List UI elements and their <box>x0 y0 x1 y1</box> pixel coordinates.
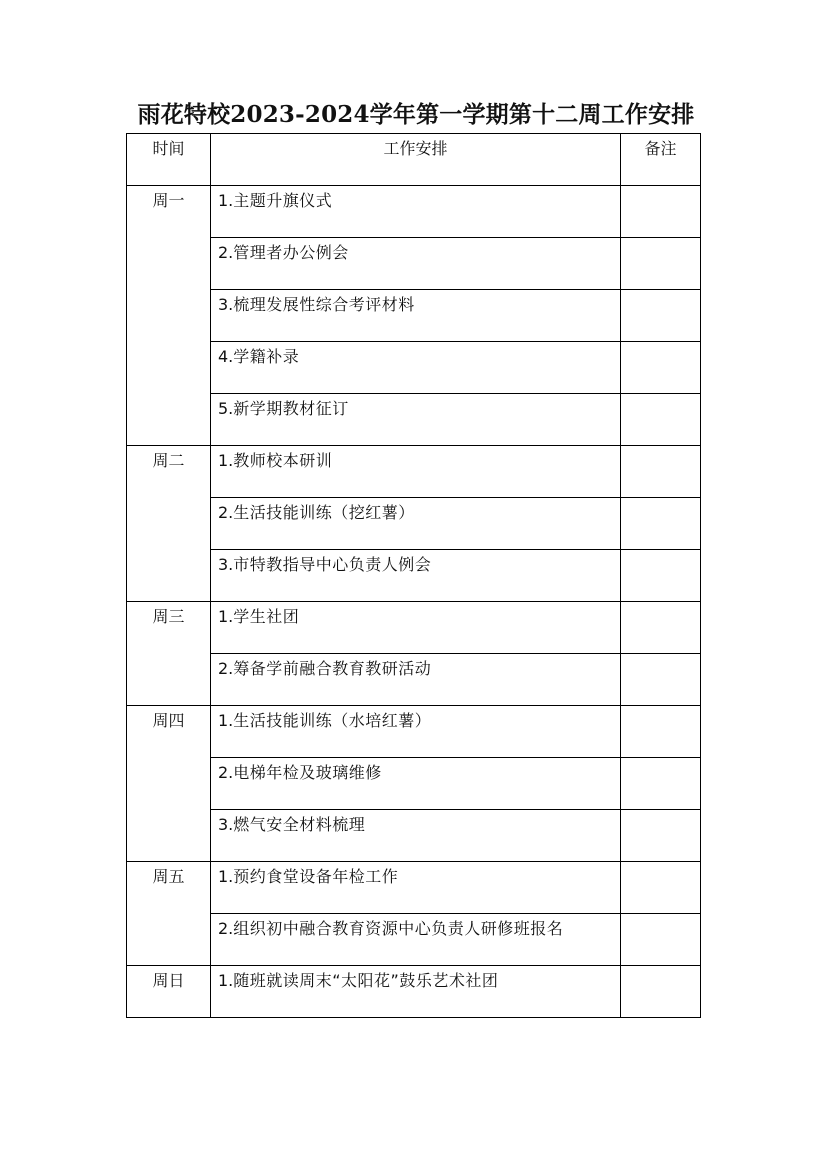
note-cell <box>621 446 701 498</box>
task-number: 2. <box>218 763 234 782</box>
day-cell <box>127 602 211 706</box>
table-row <box>127 290 701 342</box>
header-time: 时间 <box>127 134 211 186</box>
task-number: 1. <box>218 191 234 210</box>
header-work: 工作安排 <box>211 134 621 186</box>
task-item <box>211 498 620 524</box>
note-cell <box>621 706 701 758</box>
task-number: 2. <box>218 659 234 678</box>
task-item <box>211 706 620 732</box>
table-row <box>127 498 701 550</box>
task-text: 学籍补录 <box>233 347 300 366</box>
day-cell <box>127 186 211 446</box>
task-text: 主题升旗仪式 <box>233 191 333 210</box>
task-cell <box>211 186 621 238</box>
note-cell <box>621 862 701 914</box>
task-item <box>211 394 620 420</box>
day-cell <box>127 706 211 862</box>
table-row <box>127 706 701 758</box>
task-text: 教师校本研训 <box>233 451 333 470</box>
day-label: 周日 <box>152 971 185 990</box>
table-row <box>127 966 701 1018</box>
task-cell <box>211 706 621 758</box>
task-number: 1. <box>218 451 234 470</box>
task-item <box>211 342 620 368</box>
task-cell <box>211 914 621 966</box>
note-cell <box>621 966 701 1018</box>
table-row <box>127 810 701 862</box>
task-item <box>211 654 620 680</box>
task-text: 燃气安全材料梳理 <box>233 815 366 834</box>
task-item <box>211 550 620 576</box>
table-row <box>127 654 701 706</box>
task-number: 2. <box>218 243 234 262</box>
task-cell <box>211 342 621 394</box>
task-number: 4. <box>218 347 234 366</box>
task-text: 梳理发展性综合考评材料 <box>233 295 415 314</box>
task-text: 筹备学前融合教育教研活动 <box>233 659 432 678</box>
table-row <box>127 342 701 394</box>
table-header-row <box>127 134 701 186</box>
task-item <box>211 446 620 472</box>
task-cell <box>211 966 621 1018</box>
note-cell <box>621 602 701 654</box>
day-label: 周五 <box>152 867 185 886</box>
schedule-body <box>127 186 701 1018</box>
task-item <box>211 758 620 784</box>
task-text: 电梯年检及玻璃维修 <box>233 763 382 782</box>
task-cell <box>211 654 621 706</box>
task-number: 1. <box>218 607 234 626</box>
task-item <box>211 862 620 888</box>
note-cell <box>621 914 701 966</box>
task-item <box>211 914 620 940</box>
header-note: 备注 <box>621 134 701 186</box>
note-cell <box>621 238 701 290</box>
task-text: 随班就读周末“太阳花”鼓乐艺术社团 <box>233 971 499 990</box>
task-number: 3. <box>218 555 234 574</box>
day-label: 周一 <box>152 191 185 210</box>
table-row <box>127 602 701 654</box>
table-row <box>127 446 701 498</box>
table-row <box>127 758 701 810</box>
table-row <box>127 862 701 914</box>
task-cell <box>211 446 621 498</box>
note-cell <box>621 654 701 706</box>
task-number: 3. <box>218 815 234 834</box>
task-item <box>211 238 620 264</box>
note-cell <box>621 758 701 810</box>
table-row <box>127 186 701 238</box>
day-cell <box>127 966 211 1018</box>
note-cell <box>621 394 701 446</box>
note-cell <box>621 342 701 394</box>
task-cell <box>211 394 621 446</box>
task-cell <box>211 498 621 550</box>
task-cell <box>211 758 621 810</box>
task-cell <box>211 602 621 654</box>
task-text: 组织初中融合教育资源中心负责人研修班报名 <box>233 919 564 938</box>
task-text: 市特教指导中心负责人例会 <box>233 555 432 574</box>
task-number: 2. <box>218 919 234 938</box>
note-cell <box>621 186 701 238</box>
note-cell <box>621 810 701 862</box>
task-number: 3. <box>218 295 234 314</box>
day-cell <box>127 446 211 602</box>
table-row <box>127 238 701 290</box>
task-number: 2. <box>218 503 234 522</box>
day-label: 周二 <box>152 451 185 470</box>
day-label: 周三 <box>152 607 185 626</box>
schedule-table <box>126 133 701 1018</box>
table-row <box>127 550 701 602</box>
task-cell <box>211 290 621 342</box>
task-number: 5. <box>218 399 234 418</box>
task-text: 学生社团 <box>233 607 300 626</box>
task-number: 1. <box>218 971 234 990</box>
task-cell <box>211 550 621 602</box>
task-item <box>211 810 620 836</box>
document-title: 雨花特校2023-2024学年第一学期第十二周工作安排 <box>137 101 695 128</box>
task-text: 新学期教材征订 <box>233 399 349 418</box>
table-row <box>127 394 701 446</box>
table-row <box>127 914 701 966</box>
note-cell <box>621 498 701 550</box>
task-text: 预约食堂设备年检工作 <box>233 867 399 886</box>
task-item <box>211 290 620 316</box>
note-cell <box>621 550 701 602</box>
task-text: 生活技能训练（水培红薯） <box>233 711 432 730</box>
task-number: 1. <box>218 867 234 886</box>
task-text: 生活技能训练（挖红薯） <box>233 503 415 522</box>
task-cell <box>211 810 621 862</box>
day-cell <box>127 862 211 966</box>
task-item <box>211 602 620 628</box>
task-item <box>211 966 620 992</box>
task-item <box>211 186 620 212</box>
task-text: 管理者办公例会 <box>233 243 349 262</box>
task-number: 1. <box>218 711 234 730</box>
day-label: 周四 <box>152 711 185 730</box>
task-cell <box>211 238 621 290</box>
task-cell <box>211 862 621 914</box>
note-cell <box>621 290 701 342</box>
